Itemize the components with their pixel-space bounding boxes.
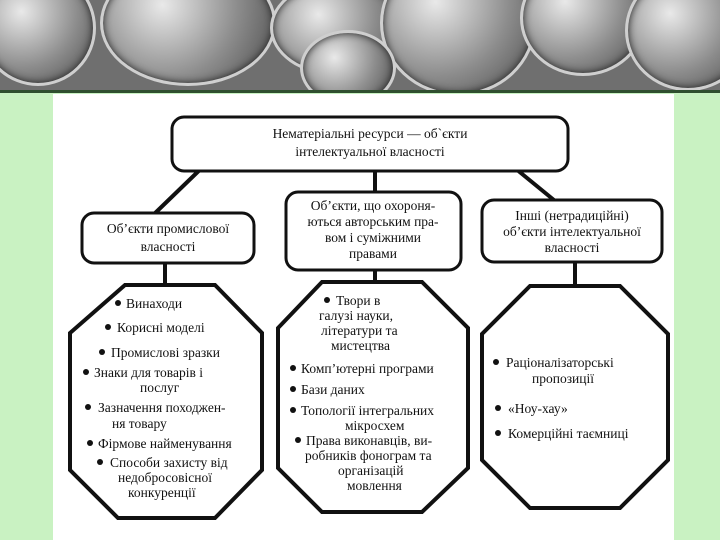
list-copyright-item-5-line-2: робників фонограм та [305,448,432,463]
list-copyright-item-1-line-2: галузі науки, [319,308,394,323]
category-other-line-2: об’єкти інтелектуальної [503,224,641,239]
list-copyright-item-1-line-1: Твори в [336,293,381,308]
list-copyright-item-4-line-1: Топології інтегральних [301,403,435,418]
bullet [290,386,296,392]
category-copyright-line-3: вом і суміжними [324,230,422,245]
category-other-line-1: Інші (нетрадиційні) [515,208,629,223]
list-other-item-2: «Ноу-хау» [508,401,568,416]
category-copyright-line-1: Об’єкти, що охороня- [310,198,436,213]
list-industrial-item-7-line-3: конкуренції [128,485,196,500]
category-copyright [286,192,461,270]
bullet [495,405,501,411]
category-industrial [82,213,254,263]
bullet [97,459,103,465]
list-other-item-1-line-2: пропозиції [532,371,594,386]
list-industrial-item-3: Промислові зразки [111,345,220,360]
octagon-other [482,286,668,508]
category-other [482,200,662,262]
bullet [99,349,105,355]
bullet [83,369,89,375]
list-industrial-item-4-line-2: послуг [140,380,180,395]
bullet [290,365,296,371]
list-copyright-item-1-line-4: мистецтва [331,338,390,353]
list-copyright-item-5-line-1: Права виконавців, ви- [306,433,433,448]
list-industrial-item-6: Фірмове найменування [98,436,232,451]
bullet [105,324,111,330]
bullet [115,300,121,306]
list-industrial-item-1: Винаходи [126,296,183,311]
bullet [324,297,330,303]
category-industrial-line-2: власності [140,239,196,254]
list-industrial-item-7-line-2: недобросовісної [118,470,212,485]
list-industrial-item-4-line-1: Знаки для товарів і [94,365,203,380]
list-other-item-3: Комерційні таємниці [508,426,629,441]
category-industrial-line-1: Об’єкти промислової [106,221,230,236]
list-industrial-item-5-line-1: Зазначення походжен- [98,400,226,415]
bullet [85,404,91,410]
category-other-line-3: власності [544,240,600,255]
list-other-item-1-line-1: Раціоналізаторські [506,355,614,370]
list-copyright-item-4-line-2: мікросхем [345,418,405,433]
bullet [493,359,499,365]
list-copyright-item-5-line-4: мовлення [347,478,402,493]
list-industrial-item-2: Корисні моделі [117,320,205,335]
list-industrial-item-5-line-2: ня товару [112,416,167,431]
list-industrial-item-7-line-1: Способи захисту від [110,455,228,470]
bullet [495,430,501,436]
list-copyright-item-3: Бази даних [301,382,365,397]
list-copyright-item-2: Комп’ютерні програми [301,361,434,376]
category-copyright-line-2: ються авторським пра- [307,214,439,229]
root-text-line-2: інтелектуальної власності [295,144,445,159]
root-text-line-1: Нематеріальні ресурси — об`єкти [272,126,468,141]
category-copyright-line-4: правами [349,246,397,261]
list-copyright-item-5-line-3: організацій [338,463,404,478]
bullet [87,440,93,446]
bullet [290,407,296,413]
bullet [295,437,301,443]
list-copyright-item-1-line-3: літератури та [321,323,398,338]
root-node [172,117,568,171]
